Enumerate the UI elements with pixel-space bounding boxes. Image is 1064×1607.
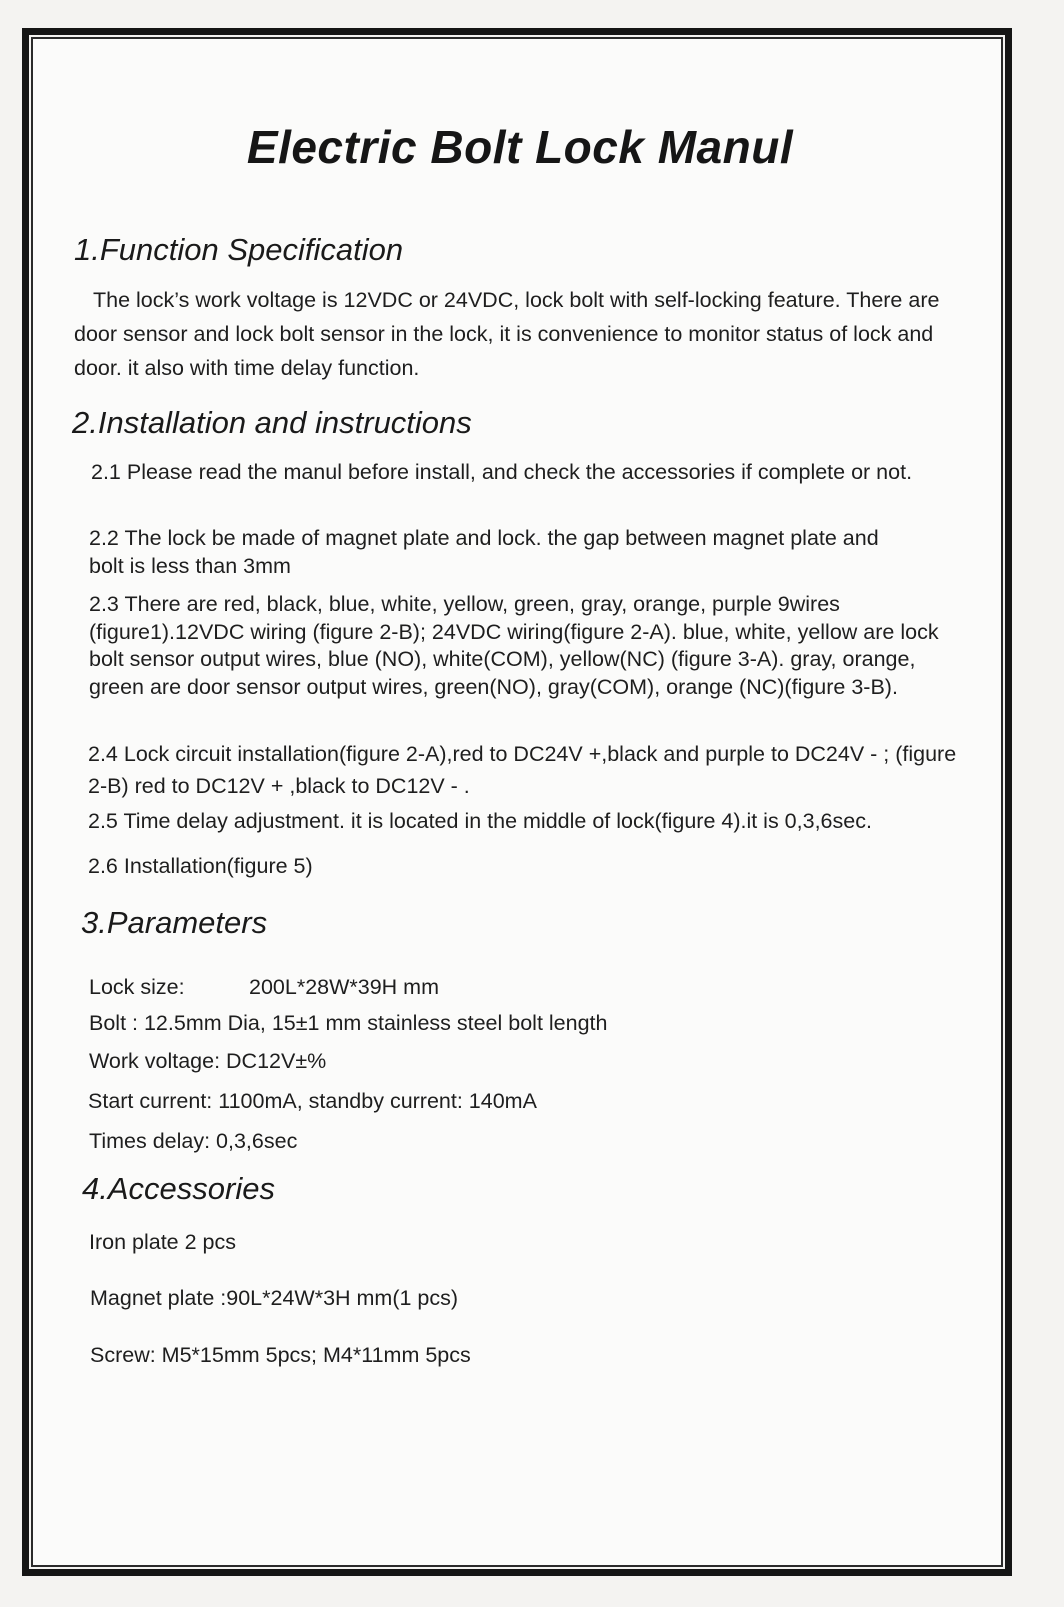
param-bolt: Bolt : 12.5mm Dia, 15±1 mm stainless steel bolt length — [89, 1011, 608, 1035]
section-heading-accessories: 4.Accessories — [82, 1171, 275, 1206]
function-description: The lock’s work voltage is 12VDC or 24VDC, lock bolt with self-locking feature. There are door sensor and lock bolt sensor in the lock, it is convenience to monitor status of lock and door. it also with time delay function. — [74, 288, 940, 380]
param-delay: Times delay: 0,3,6sec — [89, 1129, 298, 1153]
param-work-voltage: Work voltage: DC12V±% — [89, 1049, 327, 1073]
section-heading-installation: 2.Installation and instructions — [72, 405, 472, 440]
param-lock-size-label: Lock size: — [89, 975, 185, 999]
section-heading-parameters: 3.Parameters — [81, 905, 268, 940]
instruction-item: 2.5 Time delay adjustment. it is located in the middle of lock(figure 4).it is 0,3,6sec. — [88, 809, 872, 833]
param-current: Start current: 1100mA, standby current: 140mA — [88, 1089, 537, 1113]
accessory-magnet-plate: Magnet plate :90L*24W*3H mm(1 pcs) — [90, 1286, 459, 1310]
param-lock-size-value: 200L*28W*39H mm — [249, 975, 440, 999]
accessory-iron-plate: Iron plate 2 pcs — [89, 1230, 237, 1254]
instruction-item: 2.3 There are red, black, blue, white, yellow, green, gray, orange, purple 9wires (figure1).12VDC wiring (figure 2-B); 24VDC wiring(figure 2-A). blue, white, yellow are lock bolt sensor output wires, blue (NO), white(COM), yellow(NC) (figure 3-A). gray, orange, green are door sensor output wires, green(NO), gray(COM), orange (NC)(figure 3-B). — [89, 592, 939, 699]
page-title: Electric Bolt Lock Manul — [246, 121, 794, 173]
param-lock-size — [89, 975, 440, 1000]
instruction-item: 2.1 Please read the manul before install, and check the accessories if complete or not. — [91, 460, 913, 484]
instruction-item: 2.6 Installation(figure 5) — [88, 854, 313, 878]
instruction-item: 2.2 The lock be made of magnet plate and lock. the gap between magnet plate and bolt is less than 3mm — [89, 526, 879, 578]
section-heading-function: 1.Function Specification — [74, 232, 404, 267]
accessory-screw: Screw: M5*15mm 5pcs; M4*11mm 5pcs — [90, 1343, 471, 1367]
instruction-item: 2.4 Lock circuit installation(figure 2-A),red to DC24V +,black and purple to DC24V - ; (figure 2-B) red to DC12V + ,black to DC12V - . — [88, 742, 957, 798]
